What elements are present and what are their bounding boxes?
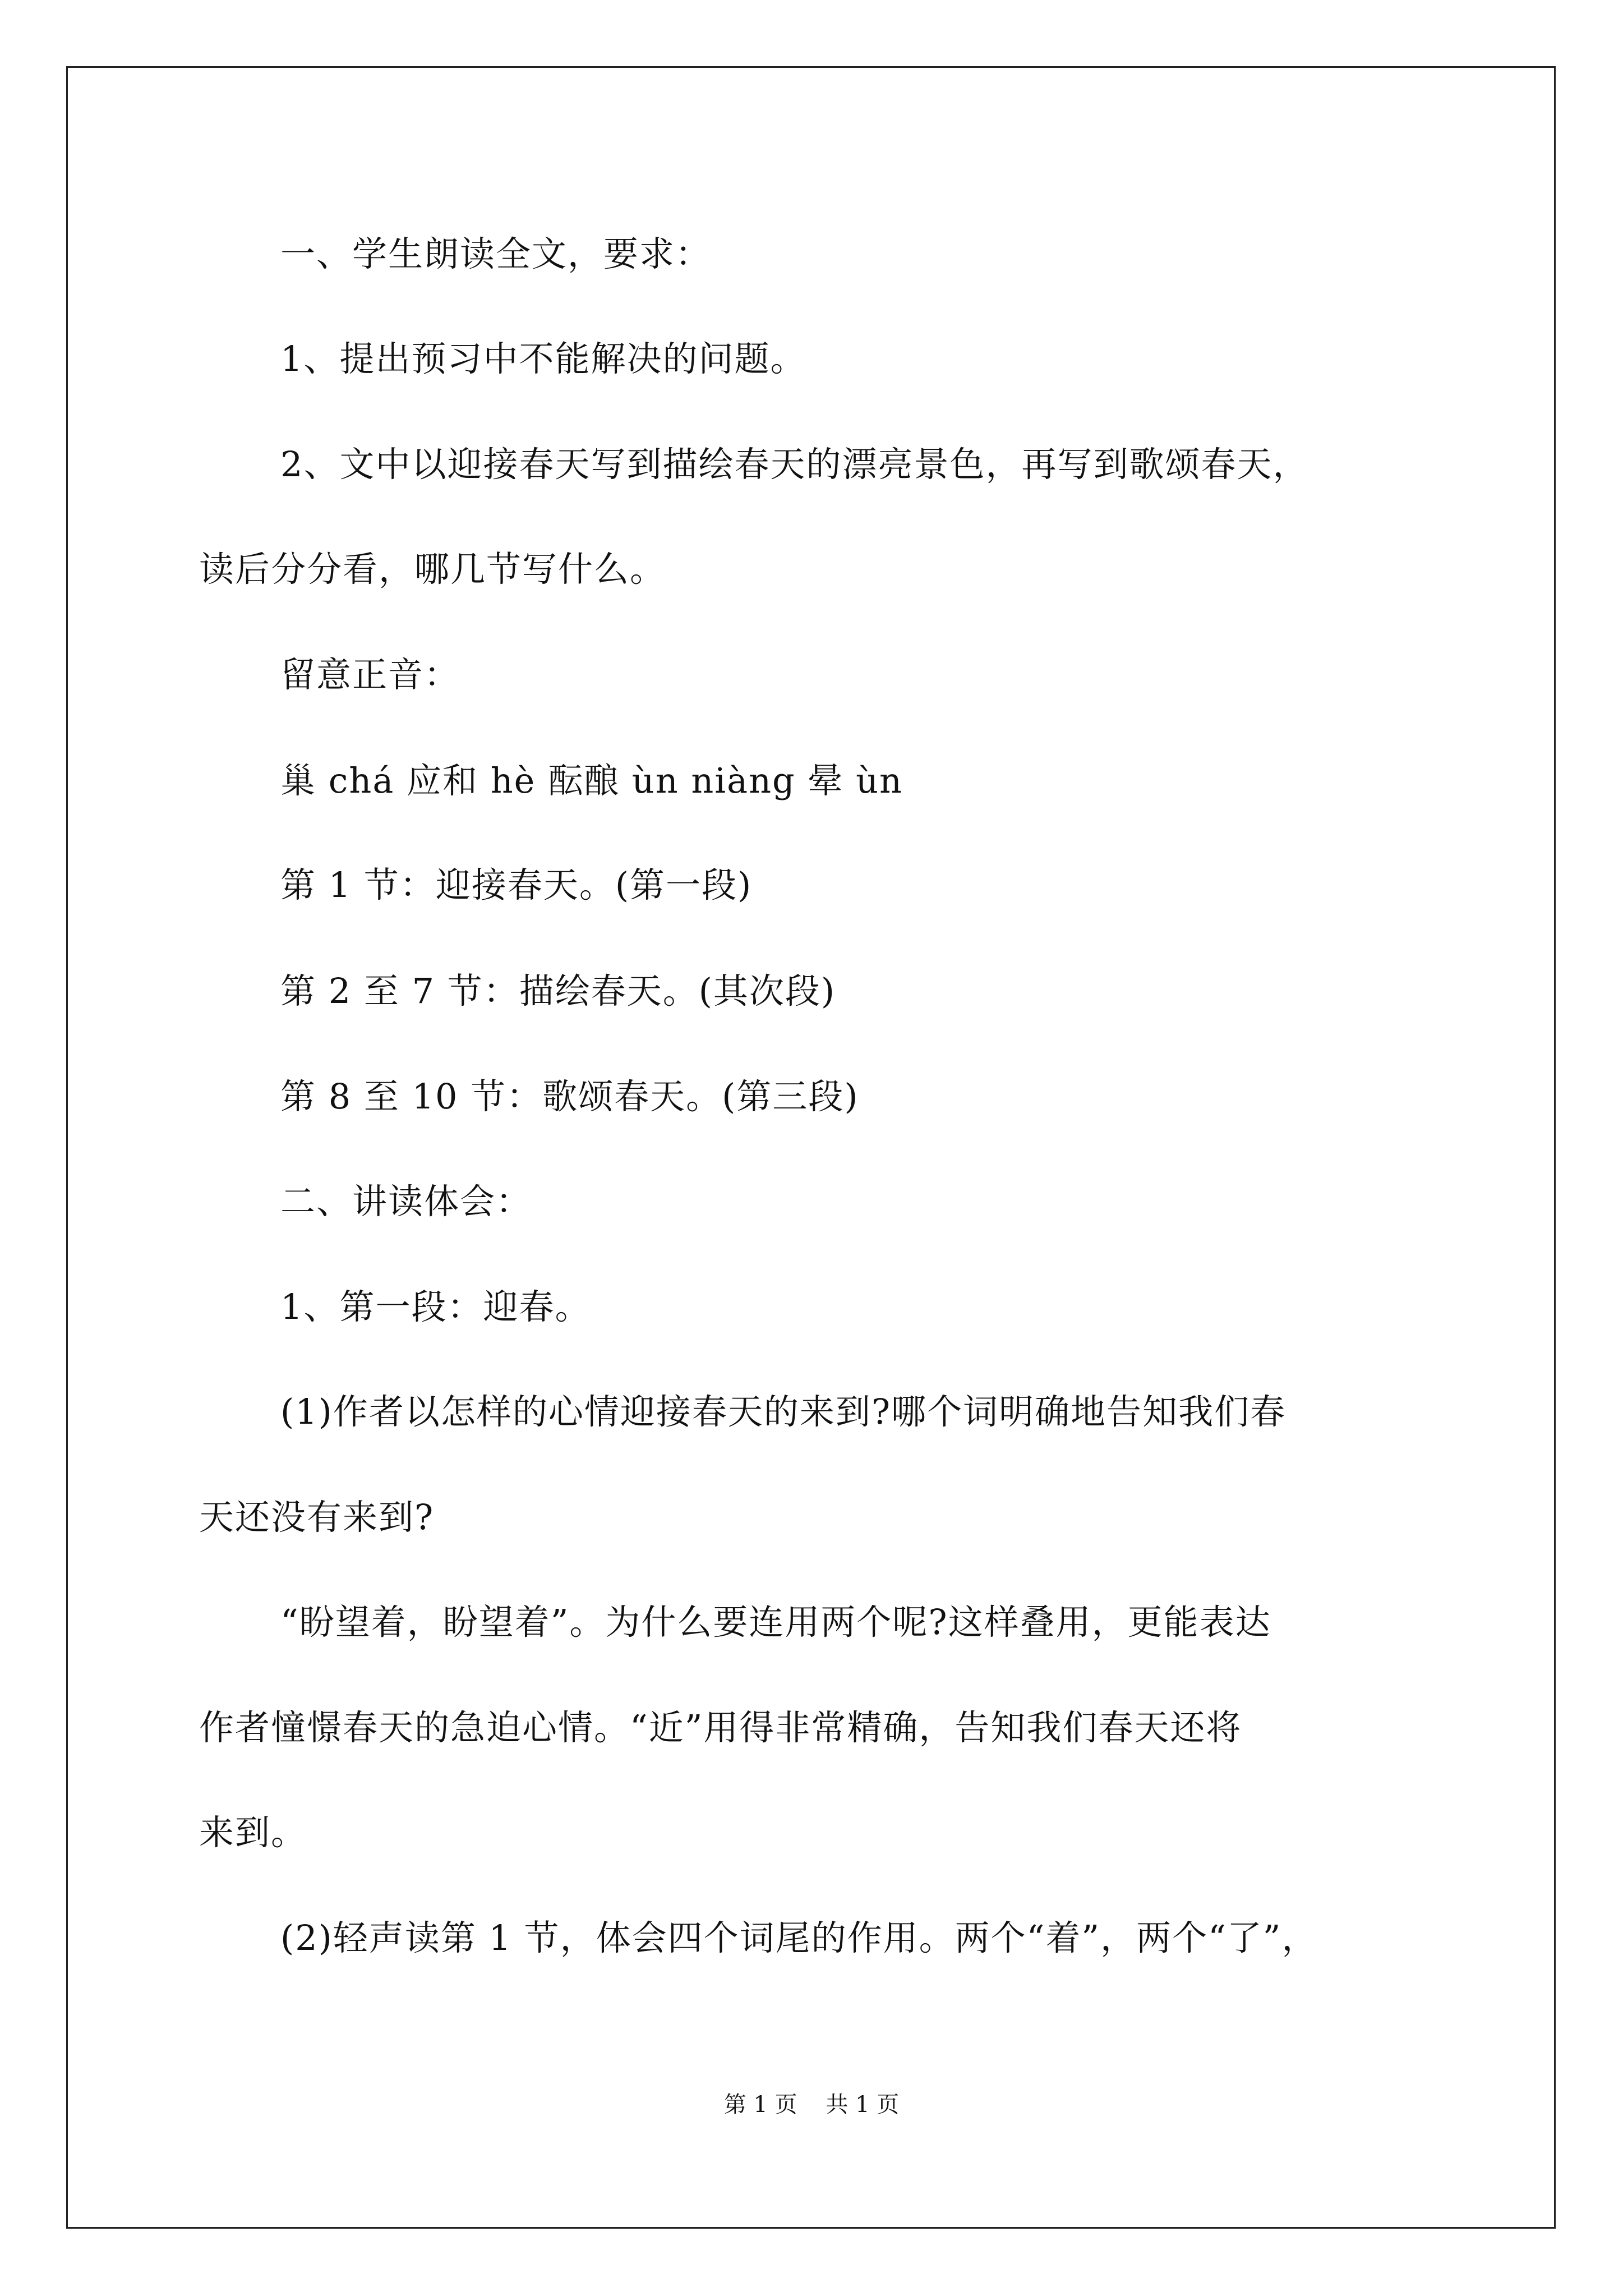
section-line: 第 2 至 7 节：描绘春天。(其次段) (280, 970, 836, 1011)
pinyin-line: 巢 chá 应和 hè 酝酿 ùn niàng 晕 ùn (280, 760, 903, 801)
page-border (66, 66, 1556, 2229)
paragraph-line: 作者憧憬春天的急迫心情。“近”用得非常精确，告知我们春天还将 (199, 1707, 1242, 1748)
paragraph-line: 1、第一段：迎春。 (280, 1286, 591, 1327)
paragraph-line: 2、文中以迎接春天写到描绘春天的漂亮景色，再写到歌颂春天， (280, 444, 1309, 485)
page-number-footer: 第 1 页 共 1 页 (723, 2092, 900, 2118)
heading-two: 二、讲读体会： (280, 1181, 532, 1222)
paragraph-line: 留意正音： (280, 654, 460, 695)
paragraph-line: 来到。 (199, 1812, 307, 1853)
paragraph-line: 天还没有来到? (199, 1497, 435, 1538)
paragraph-line: “盼望着，盼望着”。为什么要连用两个呢?这样叠用，更能表达 (280, 1602, 1271, 1642)
section-line: 第 8 至 10 节：歌颂春天。(第三段) (280, 1076, 859, 1117)
section-line: 第 1 节：迎接春天。(第一段) (280, 864, 753, 905)
paragraph-line: 读后分分看，哪几节写什么。 (199, 549, 666, 590)
paragraph-line: (1)作者以怎样的心情迎接春天的来到?哪个词明确地告知我们春 (280, 1391, 1287, 1432)
paragraph-line: 1、提出预习中不能解决的问题。 (280, 338, 806, 379)
heading-one: 一、学生朗读全文，要求： (280, 233, 712, 274)
paragraph-line: (2)轻声读第 1 节，体会四个词尾的作用。两个“着”，两个“了”， (280, 1917, 1318, 1958)
